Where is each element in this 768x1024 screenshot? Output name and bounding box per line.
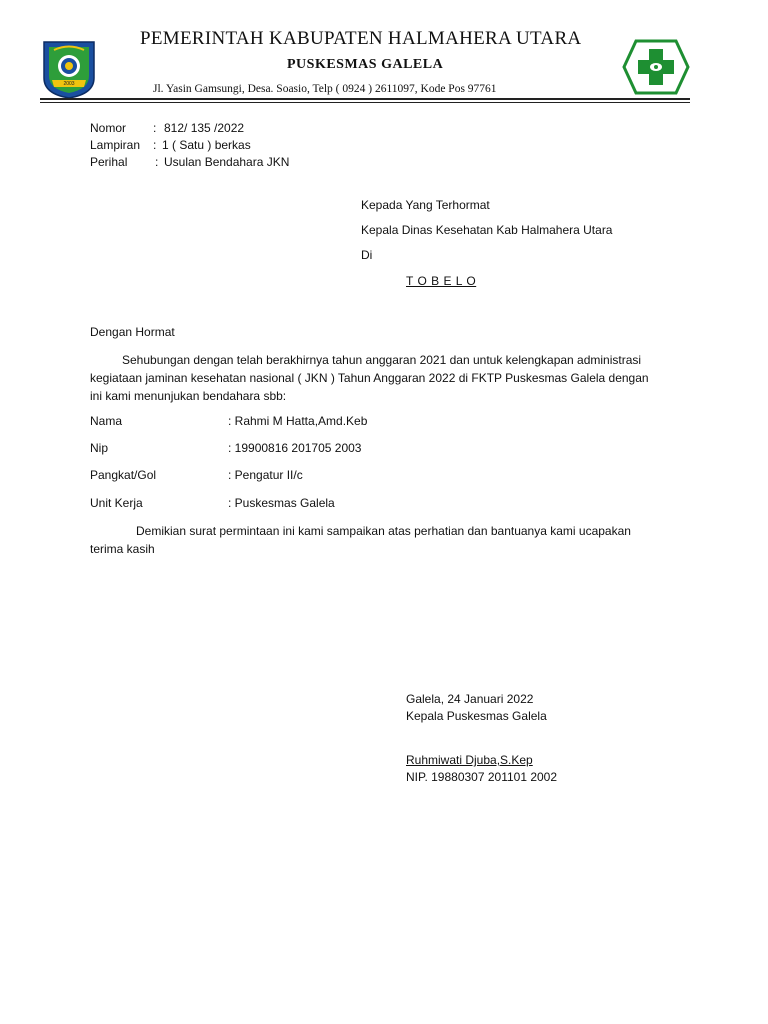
- signature-place-date: Galela, 24 Januari 2022: [406, 692, 534, 706]
- health-cross-icon: [622, 38, 690, 96]
- detail-value-nip: : 19900816 201705 2003: [228, 441, 362, 455]
- detail-value-unit: : Puskesmas Galela: [228, 496, 335, 510]
- paragraph-intro: Sehubungan dengan telah berakhirnya tahun anggaran 2021 dan untuk kelengkapan administrasi kegiataan jaminan kesehatan nasional ( JKN ) Tahun Anggaran 2022 di FKTP Puskesmas Galela dengan ini kami menunjukan bendahara sbb:: [90, 353, 649, 403]
- paragraph-closing: Demikian surat permintaan ini kami sampaikan atas perhatian dan bantuanya kami ucapakan terima kasih: [90, 524, 631, 556]
- crest-icon: [40, 38, 98, 100]
- letterhead-title: PEMERINTAH KABUPATEN HALMAHERA UTARA: [140, 28, 582, 49]
- ref-lampiran-value: 1 ( Satu ) berkas: [162, 138, 251, 152]
- ref-perihal-value: Usulan Bendahara JKN: [164, 155, 290, 169]
- letterhead-address: Jl. Yasin Gamsungi, Desa. Soasio, Telp ( 0924 ) 2611097, Kode Pos 97761: [153, 83, 497, 95]
- detail-value-nama: : Rahmi M Hatta,Amd.Keb: [228, 414, 368, 428]
- detail-label-unit: Unit Kerja: [90, 496, 143, 510]
- crest-year: 2003: [63, 81, 75, 87]
- signature-position: Kepala Puskesmas Galela: [406, 709, 547, 723]
- letterhead-divider: [40, 98, 690, 100]
- ref-nomor-value: 812/ 135 /2022: [164, 121, 245, 135]
- signature-nip: NIP. 19880307 201101 2002: [406, 770, 558, 784]
- ref-nomor-label: Nomor: [90, 121, 127, 135]
- recipient-city: T O B E L O: [406, 274, 477, 288]
- ref-nomor-sep: :: [153, 121, 157, 135]
- ref-perihal-label: Perihal: [90, 155, 128, 169]
- puskesmas-logo: [622, 38, 690, 96]
- greeting: Dengan Hormat: [90, 325, 175, 339]
- signature-name: Ruhmiwati Djuba,S.Kep: [406, 753, 533, 767]
- ref-perihal-sep: :: [155, 155, 159, 169]
- letterhead-divider-thin: [40, 102, 690, 103]
- detail-label-nip: Nip: [90, 441, 109, 455]
- detail-label-nama: Nama: [90, 414, 123, 428]
- letterhead-subtitle: PUSKESMAS GALELA: [287, 57, 444, 72]
- detail-label-pangkat: Pangkat/Gol: [90, 468, 157, 482]
- recipient-line1: Kepada Yang Terhormat: [361, 198, 490, 212]
- recipient-line2: Kepala Dinas Kesehatan Kab Halmahera Utara: [361, 223, 613, 237]
- ref-lampiran-sep: :: [153, 138, 157, 152]
- regency-logo: [40, 38, 98, 100]
- ref-lampiran-label: Lampiran: [90, 138, 141, 152]
- detail-value-pangkat: : Pengatur II/c: [228, 468, 303, 482]
- recipient-line3: Di: [361, 248, 373, 262]
